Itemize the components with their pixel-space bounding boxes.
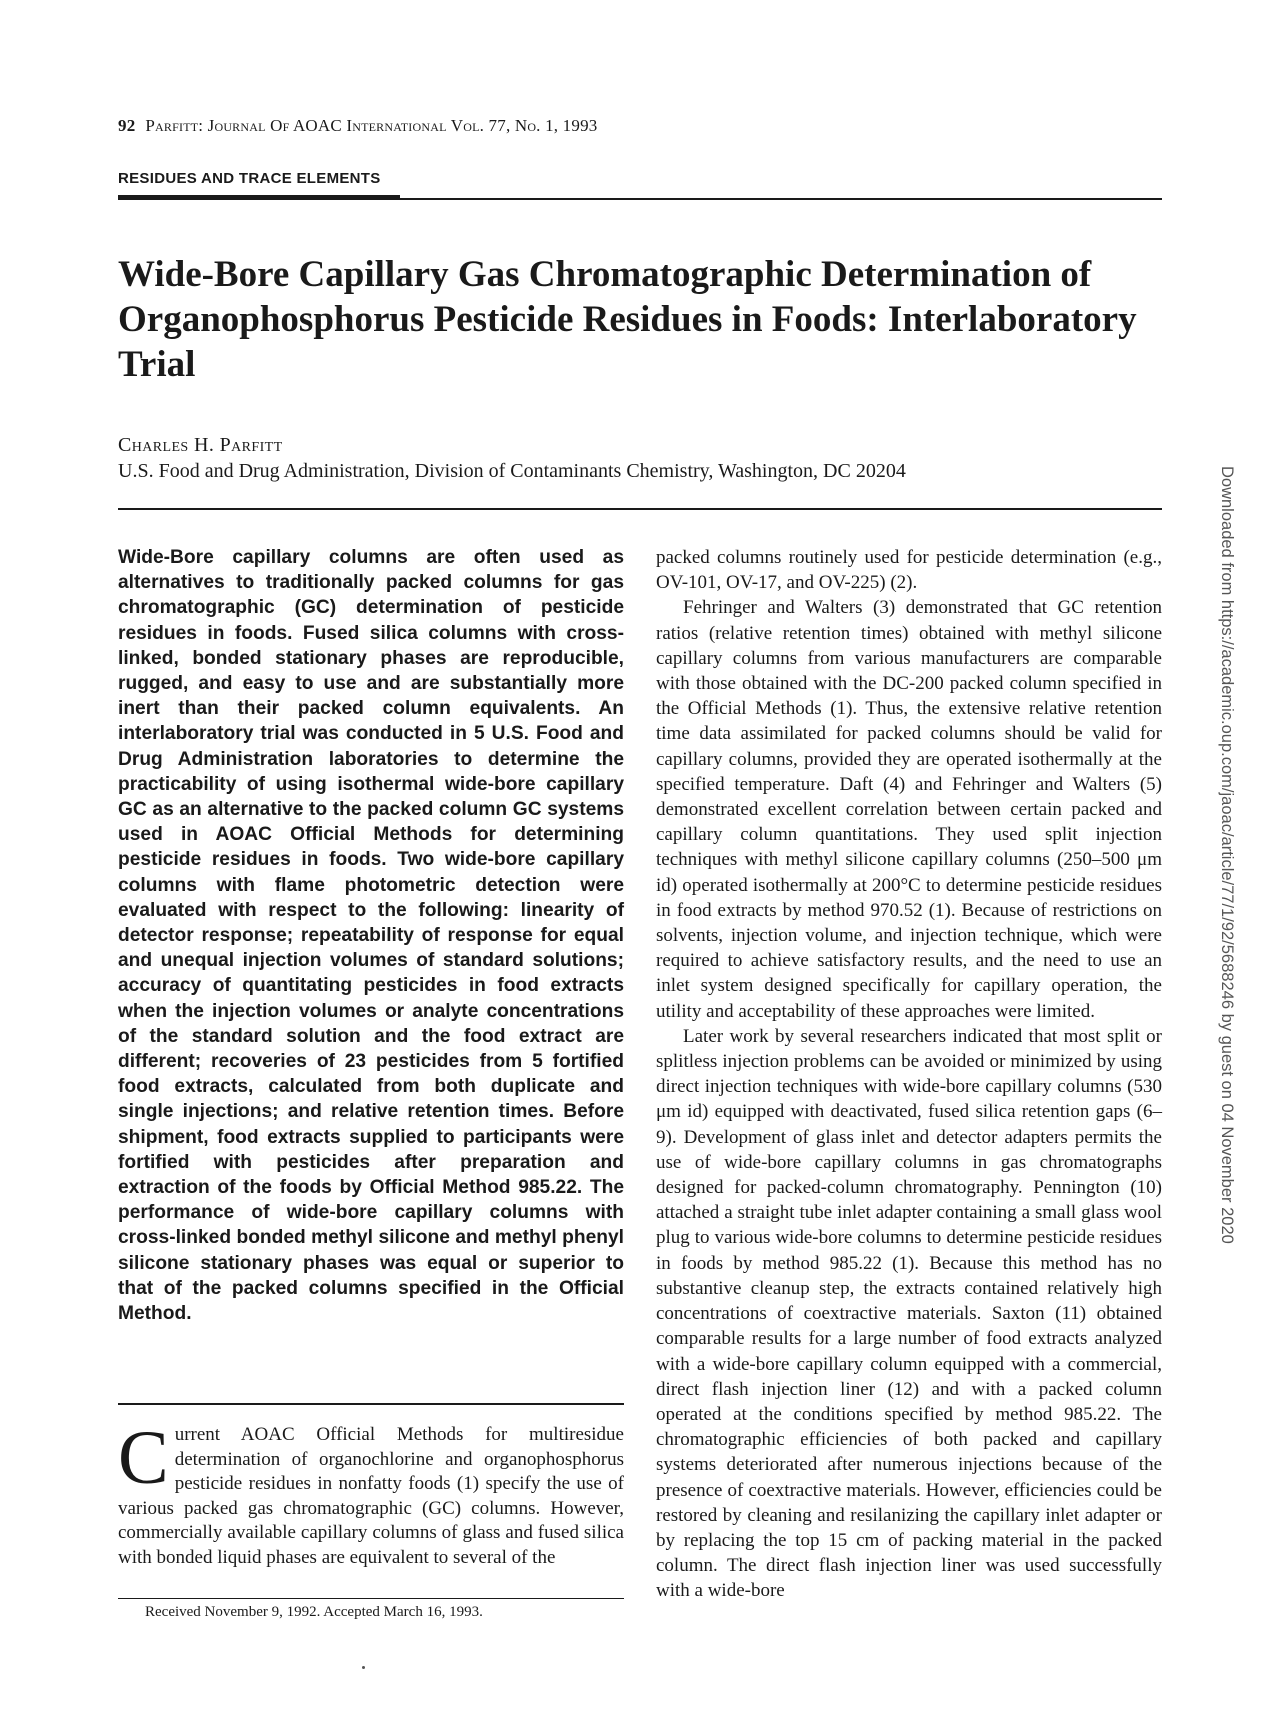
section-rule <box>118 198 1162 200</box>
abstract-divider <box>118 1403 624 1405</box>
download-note: Downloaded from https://academic.oup.com/jaoac/article/77/1/92/5688246 by guest on 04 November 2020 <box>1218 466 1236 1244</box>
footnote-divider <box>118 1598 624 1599</box>
paragraph-later-work: Later work by several researchers indicated that most split or splitless injection problems can be avoided or minimized by using direct injection techniques with wide-bore capillary columns (530 μm id) equipped with deactivated, fused silica retention gaps (6–9). Development of glass inlet and detector adapters permits the use of wide-bore capillary columns in gas chromatographs designed for packed-column chromatography. Pennington (10) attached a straight tube inlet adapter containing a small glass wool plug to various wide-bore columns to determine pesticide residues in foods by method 985.22 (1). Because this method has no substantive cleanup step, the extracts contained relatively high concentrations of coextractive materials. Saxton (11) obtained comparable results for a large number of food extracts analyzed with a wide-bore capillary column equipped with a commercial, direct flash injection liner (12) and with a packed column operated at the conditions specified by method 985.22. The chromatographic efficiencies of both packed and capillary systems deteriorated after numerous injections because of the presence of coextractive materials. However, efficiencies could be restored by cleaning and resilanizing the capillary inlet adapter or by replacing the top 15 cm of packing material in the packed column. The direct flash injection liner was used successfully with a wide-bore <box>656 1025 1162 1602</box>
received-footnote: Received November 9, 1992. Accepted March 16, 1993. <box>145 1604 483 1620</box>
journal-citation: Parfitt: Journal Of AOAC International Vol. 77, No. 1, 1993 <box>145 116 598 135</box>
paragraph-continued: packed columns routinely used for pesticide determination (e.g., OV-101, OV-17, and OV-225) (2). <box>656 547 1162 594</box>
article-title: Wide-Bore Capillary Gas Chromatographic Determination of Organophosphorus Pesticide Residues in Foods: Interlaboratory Trial <box>118 254 1137 385</box>
drop-cap: C <box>118 1416 169 1500</box>
section-heading: RESIDUES AND TRACE ELEMENTS <box>118 170 381 187</box>
header-divider <box>118 508 1162 510</box>
abstract <box>118 545 624 1326</box>
author-name: Charles H. Parfitt <box>118 434 283 456</box>
intro-paragraph <box>118 1416 624 1570</box>
paragraph-fehringer: Fehringer and Walters (3) demonstrated that GC retention ratios (relative retention times) obtained with methyl silicone capillary columns from various manufacturers are comparable with those obtained with the DC-200 packed column specified in the Official Methods (1). Thus, the extensive relative retention time data assimilated for packed columns should be valid for capillary columns, provided they are operated isothermally at the specified temperature. Daft (4) and Fehringer and Walters (5) demonstrated excellent correlation between certain packed and capillary column quantitations. They used split injection techniques with methyl silicone capillary columns (250–500 μm id) operated isothermally at 200°C to determine pesticide residues in food extracts by method 970.52 (1). Because of restrictions on solvents, injection volume, and injection technique, which were required to achieve satisfactory results, and the need to use an inlet system designed specifically for capillary operation, the utility and acceptability of these approaches were limited. <box>656 597 1162 1022</box>
page-mark <box>362 1666 365 1669</box>
right-column <box>656 545 1162 1604</box>
introduction <box>118 1416 624 1570</box>
running-head <box>118 116 598 136</box>
author-affiliation: U.S. Food and Drug Administration, Division of Contaminants Chemistry, Washington, DC 20204 <box>118 460 906 482</box>
page-number: 92 <box>118 116 136 135</box>
intro-text: urrent AOAC Official Methods for multiresidue determination of organochlorine and organophosphorus pesticide residues in nonfatty foods (1) specify the use of various packed gas chromatographic (GC) columns. However, commercially available capillary columns of glass and fused silica with bonded liquid phases are equivalent to several of the <box>118 1424 624 1568</box>
abstract-text: Wide-Bore capillary columns are often used as alternatives to traditionally packed columns for gas chromatographic (GC) determination of pesticide residues in foods. Fused silica columns with cross-linked, bonded stationary phases are reproducible, rugged, and easy to use and are substantially more inert than their packed column equivalents. An interlaboratory trial was conducted in 5 U.S. Food and Drug Administration laboratories to determine the practicability of using isothermal wide-bore capillary GC as an alternative to the packed column GC systems used in AOAC Official Methods for determining pesticide residues in foods. Two wide-bore capillary columns with flame photometric detection were evaluated with respect to the following: linearity of detector response; repeatability of response for equal and unequal injection volumes of standard solutions; accuracy of quantitating pesticides in food extracts when the injection volumes or analyte concentrations of the standard solution and the food extract are different; recoveries of 23 pesticides from 5 fortified food extracts, calculated from both duplicate and single injections; and relative retention times. Before shipment, food extracts supplied to participants were fortified with pesticides after preparation and extraction of the foods by Official Method 985.22. The performance of wide-bore capillary columns with cross-linked bonded methyl silicone and methyl phenyl silicone stationary phases was equal or superior to that of the packed columns specified in the Official Method. <box>118 547 624 1325</box>
download-watermark <box>1214 466 1240 1244</box>
